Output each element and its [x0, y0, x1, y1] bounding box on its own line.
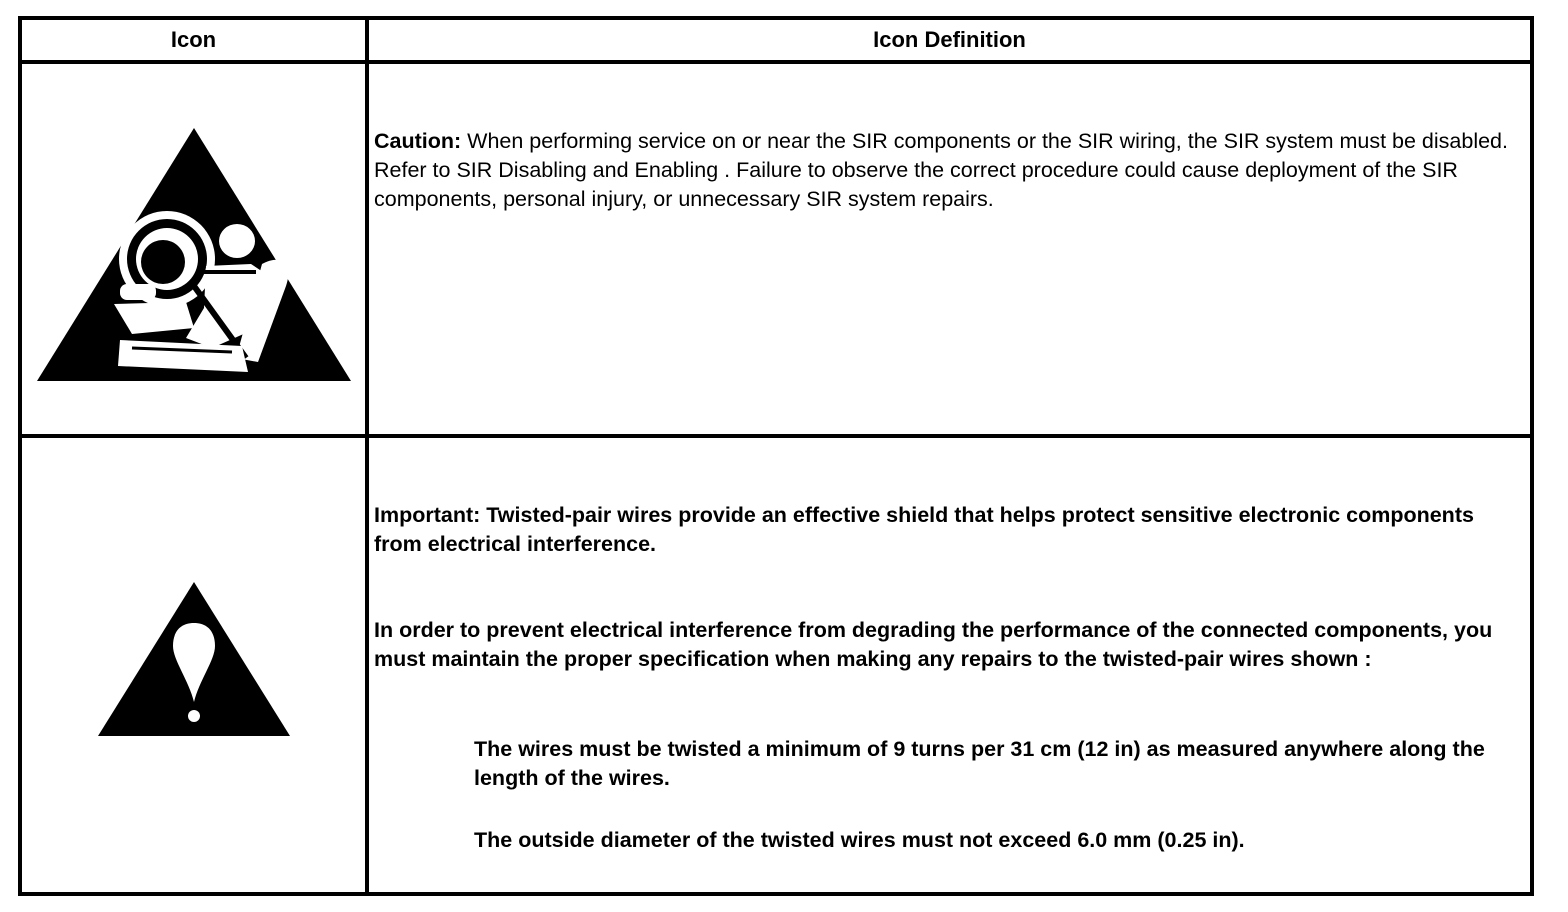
caution-body: When performing service on or near the SIR components or the SIR wiring, the SIR system must be disabled. Refer to SIR Disabling and Enabling . Failure to observe the correct procedure could cause deployment of the SIR components, personal injury, or unnecessary SIR system repairs.: [374, 129, 1508, 211]
caution-text: [374, 127, 1524, 214]
caution-label: Caution:: [374, 129, 462, 153]
definition-cell-caution: [369, 64, 1530, 434]
spec-item-diameter: The outside diameter of the twisted wires must not exceed 6.0 mm (0.25 in).: [474, 828, 1245, 852]
icon-definition-table: [18, 16, 1534, 896]
spec-item-twist-rate: The wires must be twisted a minimum of 9 turns per 31 cm (12 in) as measured anywhere along the length of the wires.: [474, 737, 1485, 790]
header-icon-definition: Icon Definition: [873, 27, 1026, 52]
sir-airbag-caution-icon: [36, 126, 352, 382]
icon-cell-important: [22, 438, 365, 892]
repair-instruction-paragraph: In order to prevent electrical interference from degrading the performance of the connected components, you must maintain the proper specification when making any repairs to the twisted-pair wires shown :: [374, 618, 1493, 671]
icon-cell-caution: [22, 64, 365, 434]
important-paragraph: Important: Twisted-pair wires provide an effective shield that helps protect sensitive electronic components from electrical interference.: [374, 503, 1474, 556]
header-icon: Icon: [170, 27, 217, 52]
exclamation-warning-icon: [96, 580, 292, 738]
definition-cell-important: [369, 438, 1530, 892]
